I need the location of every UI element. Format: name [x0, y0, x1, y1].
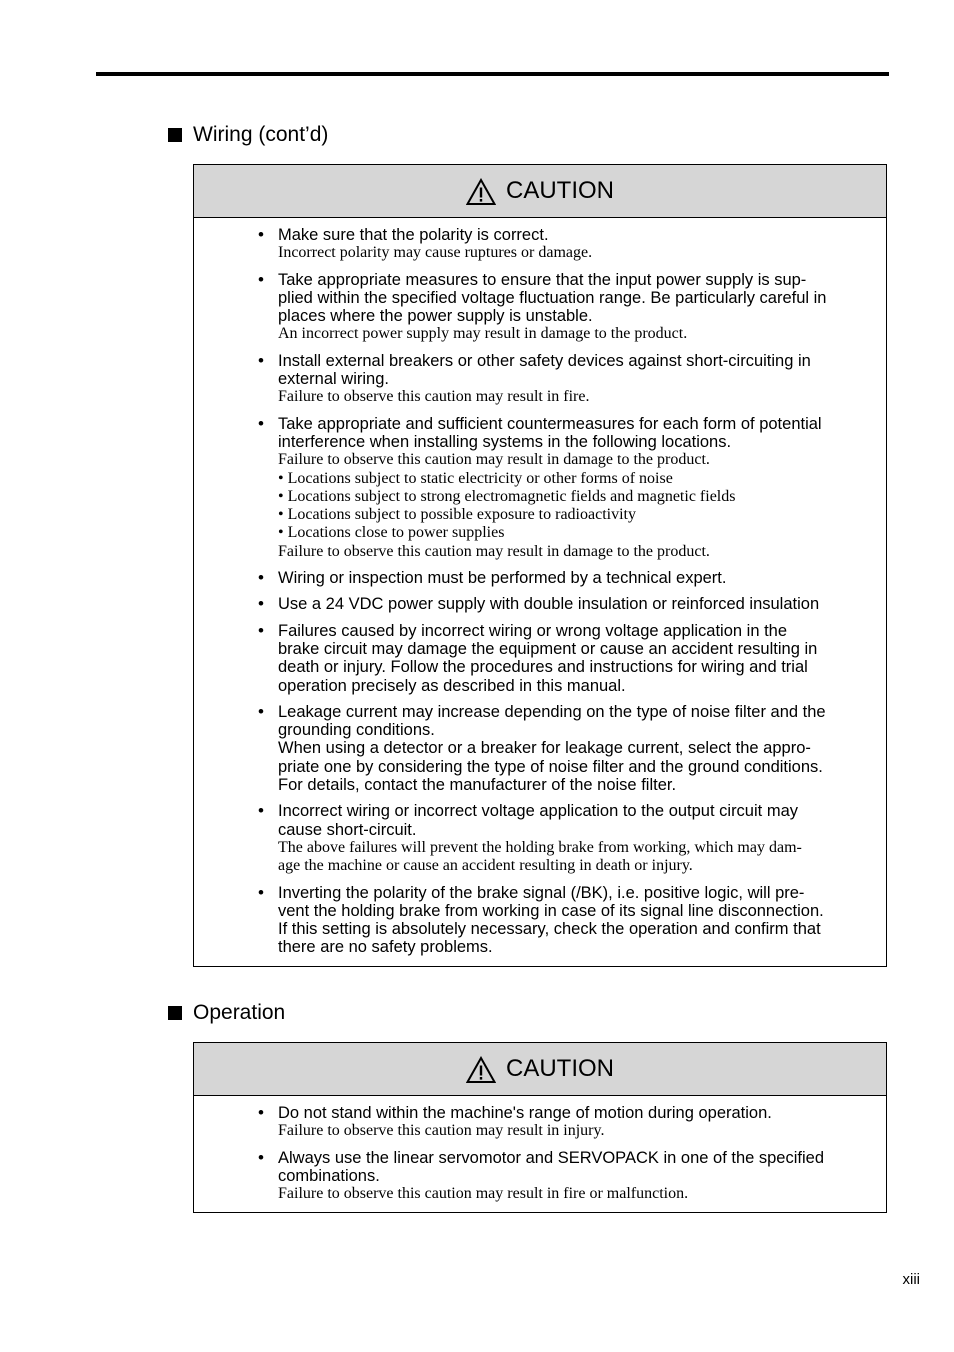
caution-consequence: Failure to observe this caution may result in fire. [278, 388, 590, 406]
bullet-icon: • [258, 1103, 264, 1122]
caution-header [194, 165, 886, 218]
caution-text: Install external breakers or other safety devices against short-circuiting in [278, 351, 811, 370]
caution-text: Inverting the polarity of the brake signal (/BK), i.e. positive logic, will pre- [278, 883, 805, 902]
caution-text: interference when installing systems in the following locations. [278, 432, 732, 451]
caution-box-operation [193, 1042, 887, 1213]
caution-item [258, 884, 872, 957]
caution-item [258, 1149, 872, 1204]
bullet-icon: • [258, 413, 264, 433]
caution-text: places where the power supply is unstable. [278, 307, 593, 326]
bullet-icon: • [258, 568, 264, 588]
caution-consequence: Failure to observe this caution may result in fire or malfunction. [278, 1185, 689, 1203]
caution-text: plied within the specified voltage fluctuation range. Be particularly careful in [278, 288, 827, 307]
caution-text: brake circuit may damage the equipment or cause an accident resulting in [278, 639, 818, 658]
page-number: xiii [902, 1271, 920, 1288]
section-heading-wiring [168, 122, 328, 148]
caution-item [258, 569, 872, 587]
caution-text: grounding conditions. [278, 721, 435, 740]
caution-item [258, 271, 872, 344]
caution-item [258, 802, 872, 875]
square-bullet-icon [168, 1006, 182, 1020]
top-rule [96, 72, 889, 76]
caution-text: When using a detector or a breaker for leakage current, select the appro- [278, 739, 811, 758]
caution-item [258, 415, 872, 561]
warning-triangle-icon [466, 178, 496, 206]
caution-text: Take appropriate measures to ensure that the input power supply is sup- [278, 270, 807, 289]
bullet-icon: • [258, 701, 264, 721]
caution-text: Failures caused by incorrect wiring or wrong voltage application in the [278, 621, 788, 640]
caution-body [194, 218, 886, 966]
caution-text: death or injury. Follow the procedures and instructions for wiring and trial [278, 658, 808, 677]
caution-item [258, 703, 872, 794]
caution-text: combinations. [278, 1166, 380, 1185]
caution-item [258, 352, 872, 407]
caution-box-wiring [193, 164, 887, 967]
section-heading-text: Operation [193, 1001, 286, 1024]
caution-text: Make sure that the polarity is correct. [278, 226, 549, 244]
caution-text: vent the holding brake from working in case of its signal line disconnection. [278, 901, 824, 920]
caution-text: external wiring. [278, 370, 389, 389]
caution-item [258, 622, 872, 695]
location-list-item: • Locations subject to possible exposure to radioactivity [278, 506, 636, 524]
caution-item [258, 226, 872, 263]
caution-text: priate one by considering the type of noise filter and the ground conditions. [278, 757, 823, 776]
bullet-icon: • [258, 882, 264, 902]
bullet-icon: • [258, 620, 264, 640]
caution-consequence: Failure to observe this caution may result in injury. [278, 1122, 605, 1140]
caution-title: CAUTION [506, 177, 614, 204]
caution-text: there are no safety problems. [278, 938, 493, 957]
caution-text: cause short-circuit. [278, 820, 417, 839]
section-heading-operation [168, 1000, 285, 1026]
bullet-icon: • [258, 801, 264, 821]
caution-text: operation precisely as described in this manual. [278, 676, 626, 695]
caution-text: Use a 24 VDC power supply with double insulation or reinforced insulation [278, 595, 820, 614]
caution-consequence: An incorrect power supply may result in damage to the product. [278, 325, 688, 343]
bullet-icon: • [258, 1147, 264, 1167]
bullet-icon: • [258, 269, 264, 289]
caution-consequence: Failure to observe this caution may result in damage to the product. [278, 542, 710, 560]
caution-text: Take appropriate and sufficient countermeasures for each form of potential [278, 414, 822, 433]
caution-consequence: age the machine or cause an accident resulting in death or injury. [278, 857, 693, 875]
warning-triangle-icon [466, 1056, 496, 1084]
location-list-item: • Locations subject to static electricity or other forms of noise [278, 469, 673, 487]
caution-text: Always use the linear servomotor and SERVOPACK in one of the specified [278, 1148, 825, 1167]
caution-text: Do not stand within the machine's range of motion during operation. [278, 1104, 772, 1122]
location-list-item: • Locations close to power supplies [278, 524, 505, 542]
section-heading-text: Wiring (cont’d) [193, 123, 329, 146]
caution-consequence: Incorrect polarity may cause ruptures or damage. [278, 244, 593, 262]
bullet-icon: • [258, 594, 264, 614]
caution-text: Wiring or inspection must be performed by a technical expert. [278, 569, 727, 588]
caution-text: If this setting is absolutely necessary, check the operation and confirm that [278, 920, 821, 939]
bullet-icon: • [258, 225, 264, 244]
caution-item [258, 1104, 872, 1141]
caution-text: Leakage current may increase depending on the type of noise filter and the [278, 702, 826, 721]
square-bullet-icon [168, 128, 182, 142]
caution-text: Incorrect wiring or incorrect voltage application to the output circuit may [278, 802, 798, 821]
bullet-icon: • [258, 350, 264, 370]
caution-item [258, 595, 872, 613]
caution-text: For details, contact the manufacturer of the noise filter. [278, 776, 677, 795]
caution-title: CAUTION [506, 1055, 614, 1082]
location-list-item: • Locations subject to strong electromagnetic fields and magnetic fields [278, 487, 736, 505]
caution-header [194, 1043, 886, 1096]
caution-body [194, 1096, 886, 1212]
caution-consequence: The above failures will prevent the holding brake from working, which may dam- [278, 838, 802, 856]
caution-consequence: Failure to observe this caution may result in damage to the product. [278, 451, 710, 469]
